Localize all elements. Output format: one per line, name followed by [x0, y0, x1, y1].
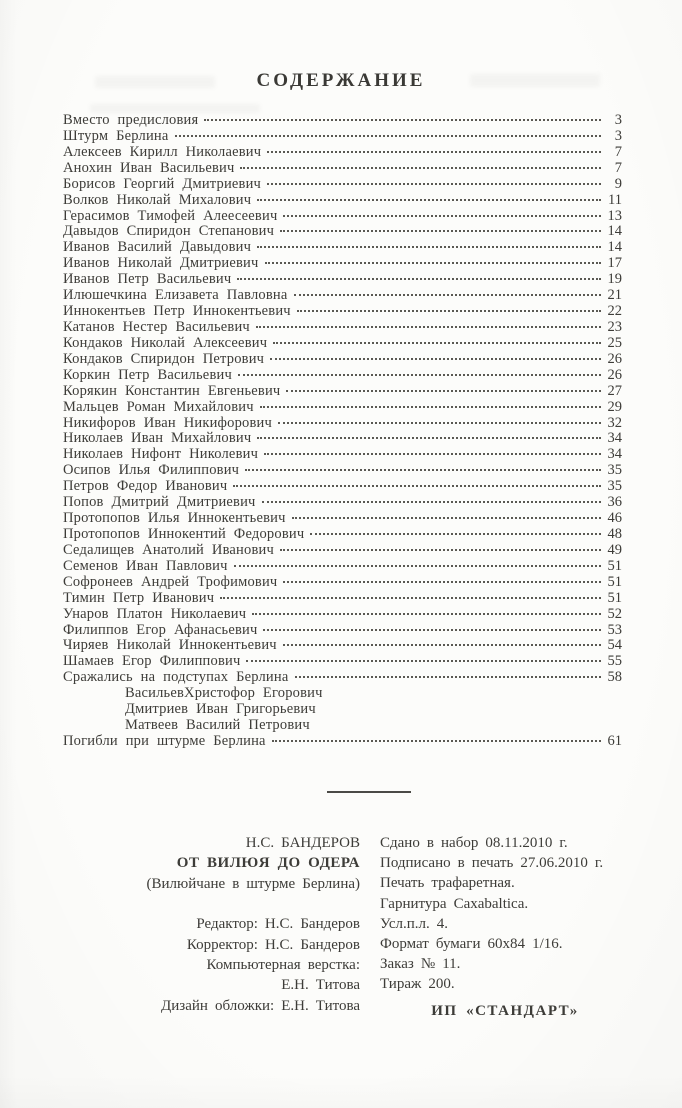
toc-page-number: 52 — [607, 605, 622, 622]
toc-leader-dots — [238, 374, 601, 376]
toc-entry-label: Никифоров Иван Никифорович — [63, 414, 272, 431]
toc-sub-entry — [63, 685, 622, 701]
toc-leader-dots — [280, 549, 601, 551]
toc-entry-label: Кондаков Николай Алексеевич — [63, 334, 268, 351]
toc-sub-entry-label: Дмитриев Иван Григорьевич — [125, 701, 316, 718]
toc-page-number: 21 — [607, 287, 622, 304]
toc-page-number: 14 — [607, 239, 622, 256]
toc-entry-label: Борисов Георгий Дмитриевич — [63, 175, 262, 192]
toc-page-number: 49 — [607, 541, 622, 558]
print-info-line: Печать трафаретная. — [380, 875, 515, 892]
toc-entry — [63, 160, 622, 176]
toc-entry-label: Чиряев Николай Иннокентьевич — [63, 637, 277, 654]
toc-page-number: 54 — [607, 637, 622, 654]
author-name: Н.С. БАНДЕРОВ — [245, 835, 360, 851]
toc-entry-label: Мальцев Роман Михайлович — [63, 398, 254, 415]
toc-entry-label: Герасимов Тимофей Алеесеевич — [63, 207, 278, 224]
toc-entry-label: Николаев Иван Михайлович — [63, 430, 252, 447]
toc-page-number: 53 — [607, 621, 622, 638]
toc-entry-label: Алексеев Кирилл Николаевич — [63, 143, 262, 160]
toc-entry-label: Софронеев Андрей Трофимович — [63, 573, 278, 590]
toc-page-number: 19 — [607, 271, 622, 288]
toc-entry — [63, 128, 622, 144]
toc-entry — [63, 558, 622, 574]
toc-page-number: 32 — [607, 414, 622, 431]
toc-entry — [63, 335, 622, 351]
toc-page-number: 61 — [607, 732, 622, 749]
toc-entry — [63, 542, 622, 558]
toc-entry — [63, 223, 622, 239]
credit-line: Компьютерная верстка: — [206, 957, 360, 974]
toc-entry-label: Петров Федор Иванович — [63, 478, 228, 495]
toc-leader-dots — [263, 629, 601, 631]
toc-leader-dots — [234, 565, 601, 567]
toc-leader-dots — [257, 246, 601, 248]
toc-page-number: 29 — [607, 398, 622, 415]
toc-leader-dots — [204, 119, 601, 121]
toc-entry — [63, 446, 622, 462]
toc-sub-entry — [63, 717, 622, 733]
toc-leader-dots — [260, 406, 601, 408]
toc-page-number: 25 — [607, 334, 622, 351]
toc-entry-label: Кондаков Спиридон Петрович — [63, 350, 265, 367]
toc-leader-dots — [286, 390, 601, 392]
toc-page-number: 48 — [607, 525, 622, 542]
toc-entry — [63, 733, 622, 749]
toc-entry — [63, 287, 622, 303]
toc-page-number: 35 — [607, 462, 622, 479]
toc-leader-dots — [256, 326, 601, 328]
print-info-list — [380, 833, 672, 995]
book-subtitle: (Вилюйчане в штурме Берлина) — [146, 875, 360, 892]
toc-entry — [63, 255, 622, 271]
toc-entry-label: Седалищев Анатолий Иванович — [63, 541, 274, 558]
toc-sub-entry-label: ВасильевХристофор Егорович — [125, 685, 323, 702]
print-info-line: Гарнитура Caxabaltica. — [380, 895, 529, 912]
page-title: СОДЕРЖАНИЕ — [256, 70, 426, 91]
toc-entry — [63, 144, 622, 160]
toc-leader-dots — [237, 278, 601, 280]
toc-leader-dots — [283, 581, 601, 583]
toc-leader-dots — [267, 183, 601, 185]
colophon-left-column — [40, 833, 360, 1016]
toc-entry — [63, 510, 622, 526]
toc-entry — [63, 112, 622, 128]
toc-page-number: 55 — [607, 653, 622, 670]
toc-entry-label: Попов Дмитрий Дмитриевич — [63, 494, 256, 511]
print-info-line: Подписано в печать 27.06.2010 г. — [380, 855, 604, 872]
toc-page-number: 23 — [607, 318, 622, 335]
toc-entry — [63, 494, 622, 510]
toc-page-number: 58 — [607, 669, 622, 686]
toc-sub-entry-label: Матвеев Василий Петрович — [125, 717, 310, 733]
toc-entry — [63, 574, 622, 590]
credits-list — [40, 914, 360, 1016]
toc-leader-dots — [175, 135, 601, 137]
toc-entry-label: Коркин Петр Васильевич — [63, 366, 232, 383]
toc-entry-label: Семенов Иван Павлович — [63, 557, 228, 574]
toc-entry-label: Илюшечкина Елизавета Павловна — [63, 287, 288, 304]
toc-entry-label: Волков Николай Михалович — [63, 191, 252, 208]
toc-leader-dots — [257, 437, 601, 439]
toc-leader-dots — [292, 517, 601, 519]
toc-leader-dots — [294, 294, 602, 296]
toc-page-number: 7 — [614, 143, 622, 160]
toc-page-number: 13 — [607, 207, 622, 224]
publisher-name: ИП «СТАНДАРТ» — [431, 1002, 579, 1019]
toc-entry-label: Тимин Петр Иванович — [63, 589, 215, 606]
toc-entry — [63, 637, 622, 653]
toc-leader-dots — [240, 167, 601, 169]
toc-leader-dots — [233, 485, 601, 487]
toc-leader-dots — [295, 676, 602, 678]
toc-leader-dots — [283, 215, 601, 217]
toc-entry-label: Протопопов Иннокентий Федорович — [63, 525, 305, 542]
toc-entry — [63, 622, 622, 638]
toc-entry — [63, 415, 622, 431]
toc-leader-dots — [283, 644, 601, 646]
toc-page-number: 36 — [607, 494, 622, 511]
table-of-contents — [63, 112, 622, 749]
print-info-line: Формат бумаги 60x84 1/16. — [380, 936, 563, 953]
toc-entry-label: Корякин Константин Евгеньевич — [63, 382, 281, 399]
toc-leader-dots — [280, 230, 601, 232]
toc-leader-dots — [245, 469, 601, 471]
toc-entry-label: Иванов Петр Васильевич — [63, 271, 232, 288]
toc-sub-entry — [63, 701, 622, 717]
print-info-line: Усл.п.л. 4. — [380, 915, 449, 932]
toc-leader-dots — [297, 310, 601, 312]
toc-entry — [63, 399, 622, 415]
toc-entry — [63, 303, 622, 319]
credit-line: Е.Н. Титова — [281, 977, 360, 994]
toc-entry-label: Погибли при штурме Берлина — [63, 732, 266, 749]
colophon-right-column — [380, 833, 672, 1021]
toc-leader-dots — [252, 613, 601, 615]
toc-entry — [63, 430, 622, 446]
toc-entry — [63, 367, 622, 383]
toc-page-number: 34 — [607, 430, 622, 447]
toc-page-number: 26 — [607, 366, 622, 383]
toc-entry-label: Сражались на подступах Берлина — [63, 669, 289, 686]
toc-entry — [63, 208, 622, 224]
toc-page-number: 26 — [607, 350, 622, 367]
toc-entry — [63, 383, 622, 399]
toc-page-number: 35 — [607, 478, 622, 495]
toc-entry — [63, 462, 622, 478]
toc-leader-dots — [265, 262, 601, 264]
credit-line: Дизайн обложки: Е.Н. Титова — [161, 997, 360, 1014]
toc-entry-label: Шамаев Егор Филиппович — [63, 653, 241, 670]
toc-entry — [63, 526, 622, 542]
toc-entry-label: Николаев Нифонт Николевич — [63, 446, 259, 463]
toc-entry — [63, 653, 622, 669]
credit-line: Корректор: Н.С. Бандеров — [186, 936, 360, 953]
toc-page-number: 51 — [607, 589, 622, 606]
toc-leader-dots — [310, 533, 601, 535]
toc-entry — [63, 590, 622, 606]
book-title: ОТ ВИЛЮЯ ДО ОДЕРА — [176, 855, 360, 872]
toc-entry-label: Давыдов Спиридон Степанович — [63, 223, 275, 240]
toc-entry-label: Анохин Иван Васильевич — [63, 159, 235, 176]
toc-page-number: 3 — [614, 127, 622, 144]
toc-page-number: 17 — [607, 255, 622, 272]
toc-page-number: 22 — [607, 303, 622, 319]
toc-entry — [63, 478, 622, 494]
toc-leader-dots — [272, 740, 601, 742]
section-divider — [327, 791, 411, 793]
toc-entry — [63, 319, 622, 335]
toc-page-number: 9 — [614, 175, 622, 192]
toc-page-number: 34 — [607, 446, 622, 463]
toc-entry — [63, 606, 622, 622]
toc-page-number: 3 — [614, 112, 622, 128]
toc-leader-dots — [267, 151, 601, 153]
toc-entry-label: Филиппов Егор Афанасьевич — [63, 621, 258, 638]
toc-leader-dots — [264, 453, 601, 455]
toc-page-number: 14 — [607, 223, 622, 240]
toc-entry-label: Штурм Берлина — [63, 127, 169, 144]
toc-leader-dots — [270, 358, 601, 360]
toc-page-number: 51 — [607, 573, 622, 590]
print-info-line: Заказ № 11. — [380, 956, 461, 973]
toc-page-number: 27 — [607, 382, 622, 399]
toc-entry-label: Иннокентьев Петр Иннокентьевич — [63, 303, 291, 319]
toc-entry — [63, 271, 622, 287]
toc-entry-label: Иванов Николай Дмитриевич — [63, 255, 259, 272]
toc-entry-label: Протопопов Илья Иннокентьевич — [63, 510, 286, 526]
credit-line: Редактор: Н.С. Бандеров — [196, 916, 360, 933]
toc-page-number: 51 — [607, 557, 622, 574]
toc-entry-label: Осипов Илья Филиппович — [63, 462, 240, 479]
print-info-line: Тираж 200. — [380, 976, 455, 993]
print-info-line: Сдано в набор 08.11.2010 г. — [380, 835, 568, 851]
toc-entry-label: Унаров Платон Николаевич — [63, 605, 247, 622]
toc-entry — [63, 669, 622, 685]
toc-entry-label: Вместо предисловия — [63, 112, 199, 128]
toc-entry — [63, 351, 622, 367]
toc-entry — [63, 239, 622, 255]
toc-leader-dots — [262, 501, 601, 503]
toc-page-number: 11 — [608, 191, 622, 208]
toc-leader-dots — [273, 342, 601, 344]
toc-page-number: 7 — [614, 159, 622, 176]
toc-entry — [63, 192, 622, 208]
toc-leader-dots — [278, 422, 601, 424]
toc-leader-dots — [220, 597, 601, 599]
toc-page-number: 46 — [607, 510, 622, 526]
toc-entry-label: Иванов Василий Давыдович — [63, 239, 252, 256]
toc-leader-dots — [257, 199, 601, 201]
toc-leader-dots — [246, 660, 601, 662]
toc-entry-label: Катанов Нестер Васильевич — [63, 318, 250, 335]
toc-entry — [63, 176, 622, 192]
